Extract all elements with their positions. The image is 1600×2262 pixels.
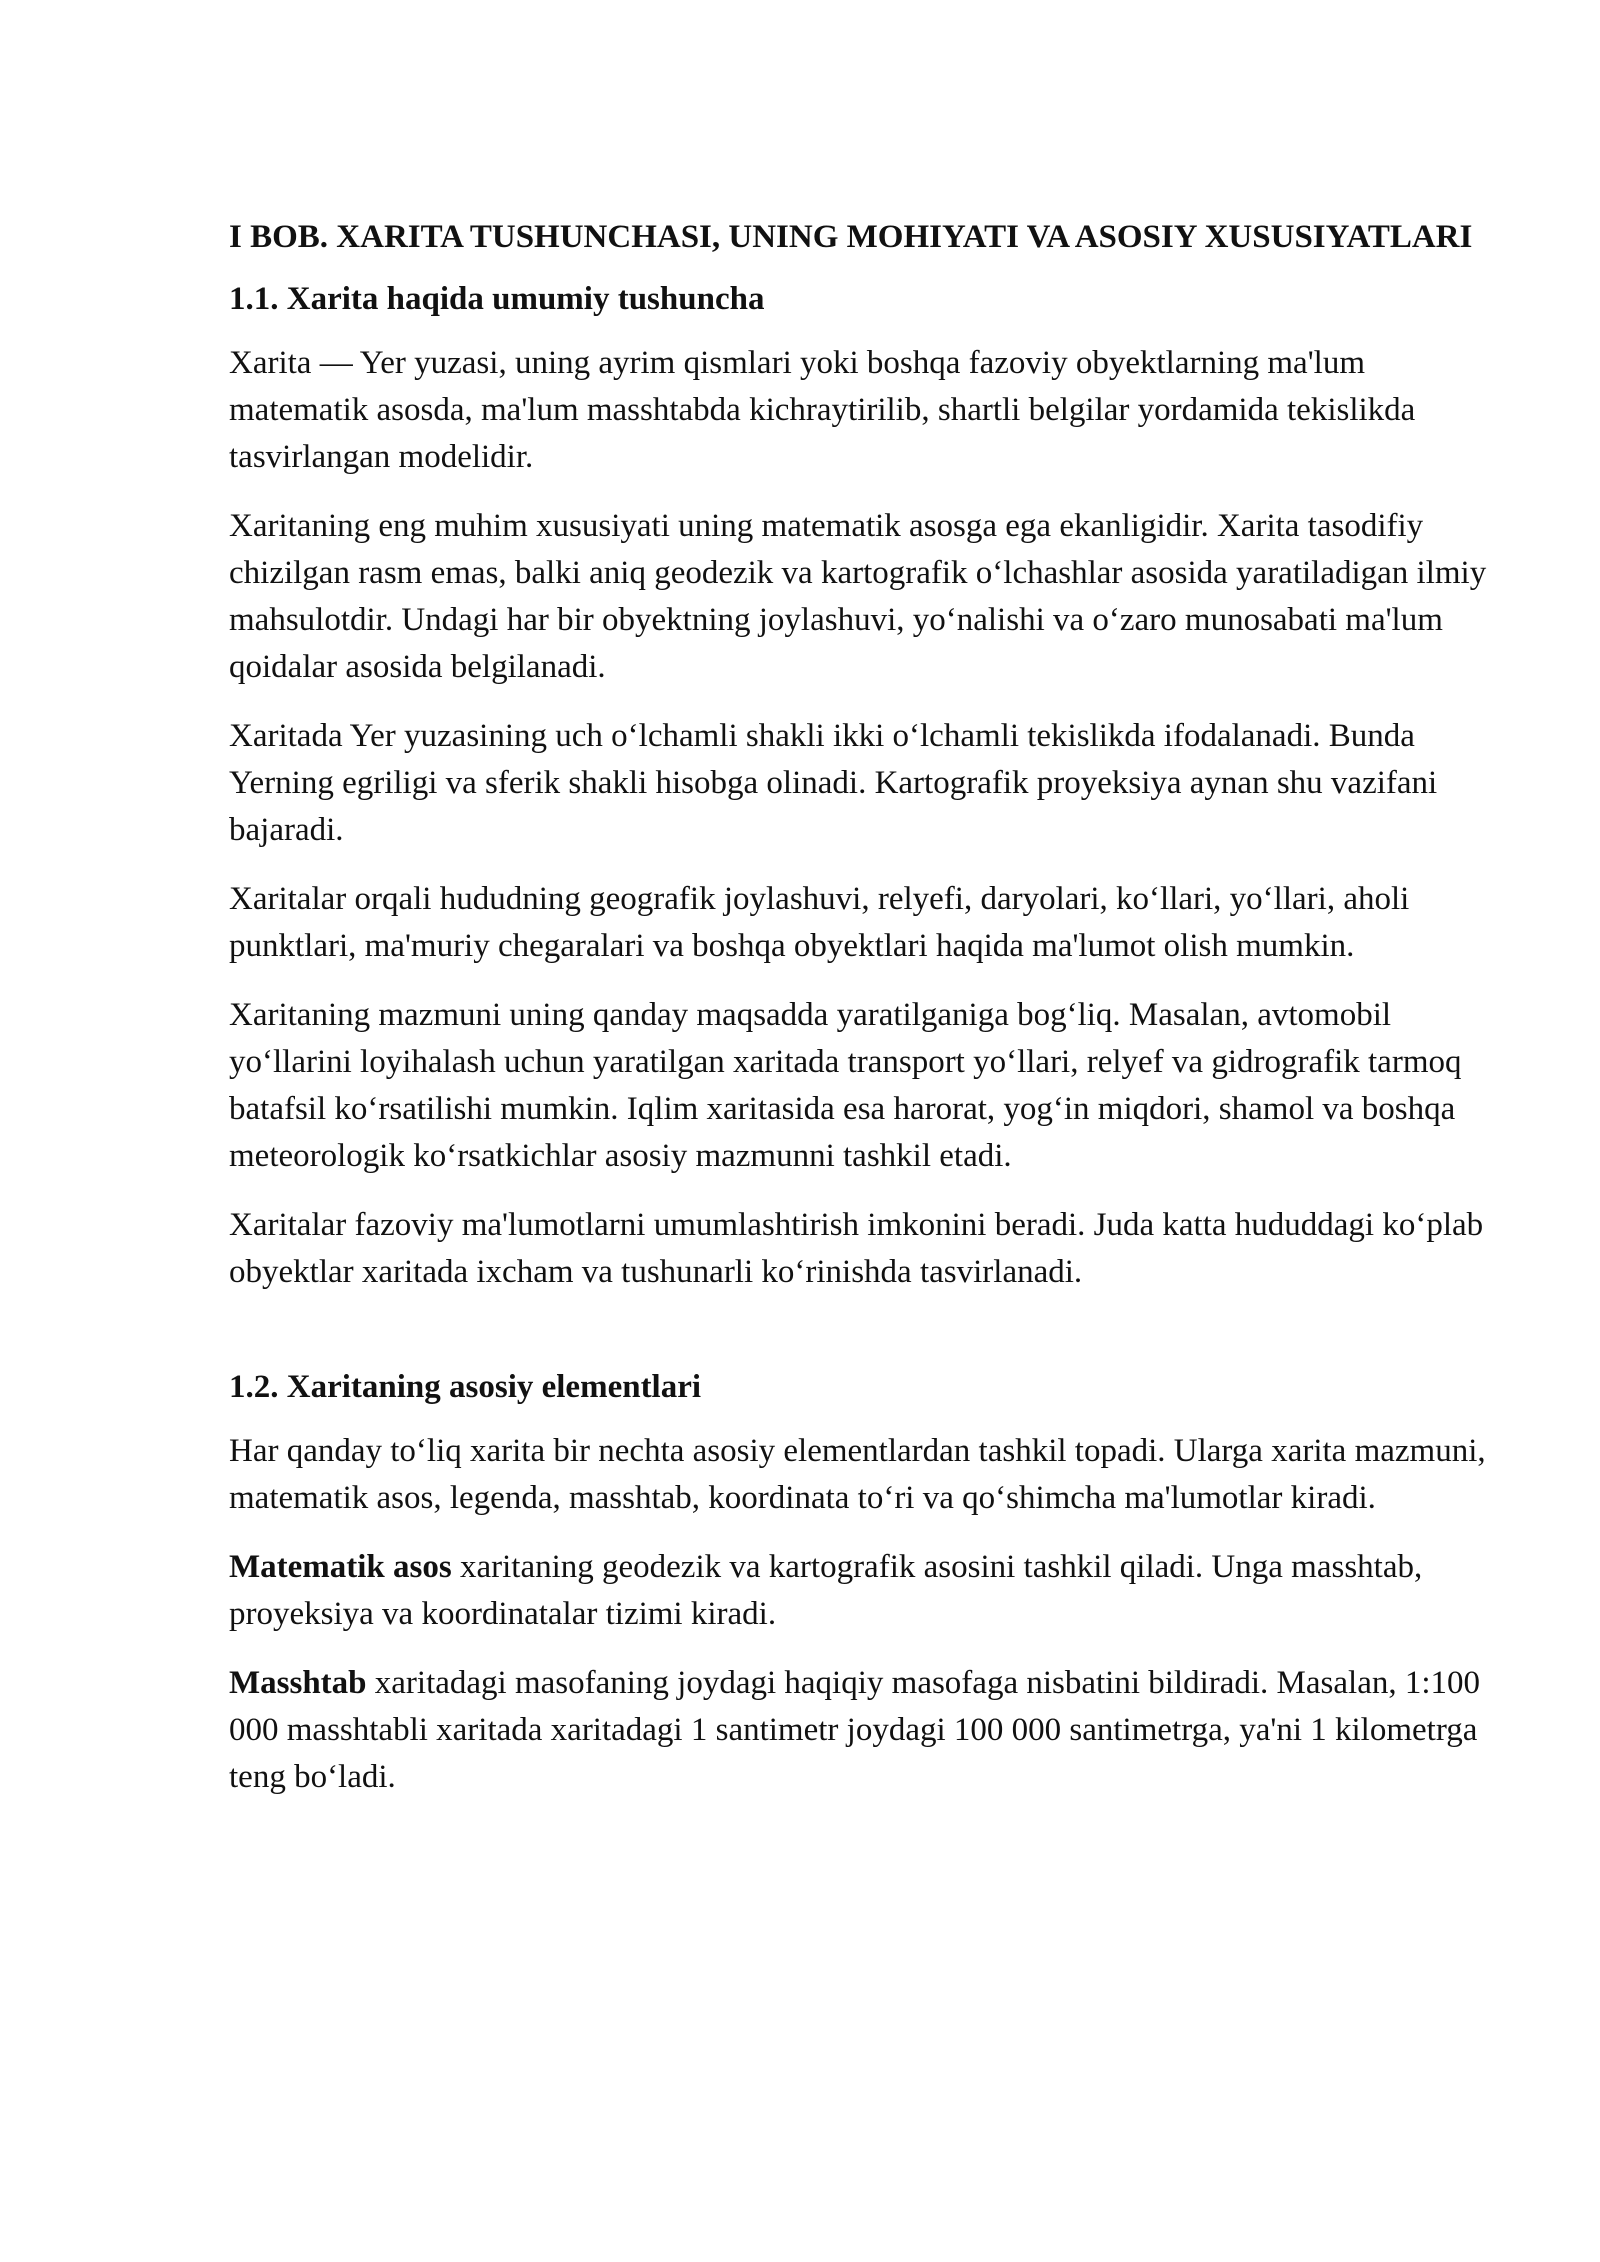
section-2-heading: 1.2. Xaritaning asosiy elementlari <box>229 1369 702 1405</box>
section-1-paragraph-4: Xaritalar orqali hududning geografik joylashuvi, relyefi, daryolari, ko‘llari, yo‘llari, aholi punktlari, ma'muriy chegaralari va boshqa obyektlari haqida ma'lumot olish mumkin. <box>229 881 1410 964</box>
section-1-paragraph-2: Xaritaning eng muhim xususiyati uning matematik asosga ega ekanligidir. Xarita tasodifiy chizilgan rasm emas, balki aniq geodezik va kartografik o‘lchashlar asosida yaratiladigan ilmiy mahsulotdir. Undagi har bir obyektning joylashuvi, yo‘nalishi va o‘zaro munosabati ma'lum qoidalar asosida belgilanadi. <box>229 508 1487 685</box>
matematik-asos-term: Matematik asos <box>229 1549 452 1585</box>
section-1-paragraph-5: Xaritaning mazmuni uning qanday maqsadda yaratilganiga bog‘liq. Masalan, avtomobil yo‘llarini loyihalash uchun yaratilgan xaritada transport yo‘llari, relyef va gidrografik tarmoq batafsil ko‘rsatilishi mumkin. Iqlim xaritasida esa harorat, yog‘in miqdori, shamol va boshqa meteorologik ko‘rsatkichlar asosiy mazmunni tashkil etadi. <box>229 997 1462 1174</box>
masshtab-text: xaritadagi masofaning joydagi haqiqiy masofaga nisbatini bildiradi. Masalan, 1:100 000 masshtabli xaritada xaritadagi 1 santimetr joydagi 100 000 santimetrga, ya'ni 1 kilometrga teng bo‘ladi. <box>229 1665 1481 1795</box>
chapter-title: I BOB. XARITA TUSHUNCHASI, UNING MOHIYATI VA ASOSIY XUSUSIYATLARI <box>229 219 1473 255</box>
matematik-asos-paragraph <box>229 1544 1489 1638</box>
section-1-paragraph-1: Xarita — Yer yuzasi, uning ayrim qismlari yoki boshqa fazoviy obyektlarning ma'lum matematik asosda, ma'lum masshtabda kichraytirilib, shartli belgilar yordamida tekislikda tasvirlangan modelidir. <box>229 345 1416 475</box>
masshtab-term: Masshtab <box>229 1665 367 1701</box>
section-2-intro-paragraph: Har qanday to‘liq xarita bir nechta asosiy elementlardan tashkil topadi. Ularga xarita mazmuni, matematik asos, legenda, masshtab, koordinata to‘ri va qo‘shimcha ma'lumotlar kiradi. <box>229 1433 1486 1516</box>
masshtab-paragraph <box>229 1660 1489 1801</box>
document-page <box>229 214 1489 1823</box>
section-1-paragraph-6: Xaritalar fazoviy ma'lumotlarni umumlashtirish imkonini beradi. Juda katta hududdagi ko‘plab obyektlar xaritada ixcham va tushunarli ko‘rinishda tasvirlanadi. <box>229 1207 1484 1290</box>
section-1-heading: 1.1. Xarita haqida umumiy tushuncha <box>229 281 765 317</box>
section-1-paragraph-3: Xaritada Yer yuzasining uch o‘lchamli shakli ikki o‘lchamli tekislikda ifodalanadi. Bunda Yerning egriligi va sferik shakli hisobga olinadi. Kartografik proyeksiya aynan shu vazifani bajaradi. <box>229 718 1438 848</box>
matematik-asos-text: xaritaning geodezik va kartografik asosini tashkil qiladi. Unga masshtab, proyeksiya va koordinatalar tizimi kiradi. <box>229 1549 1423 1632</box>
